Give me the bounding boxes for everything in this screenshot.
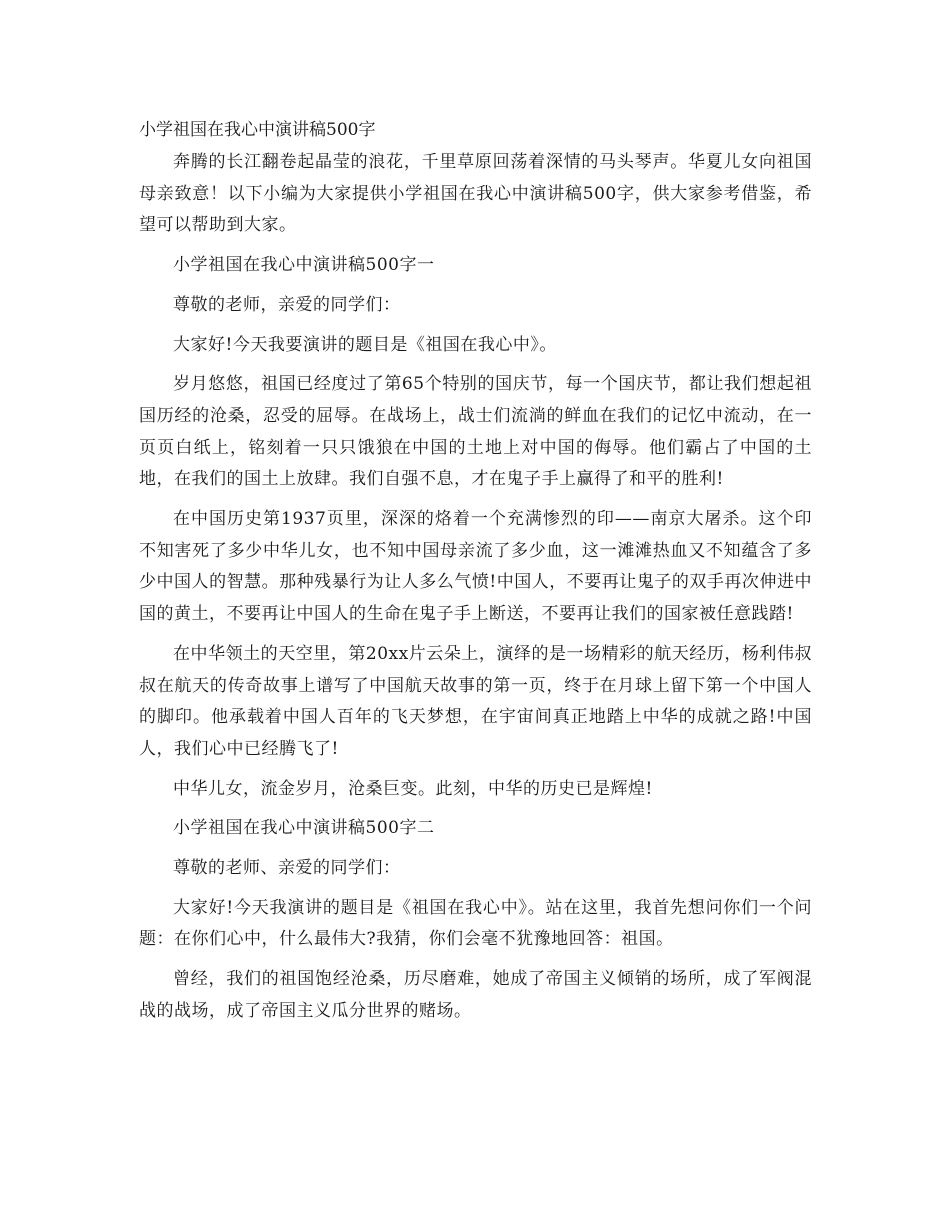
document-title: 小学祖国在我心中演讲稿500字 <box>139 120 376 140</box>
paragraph-greeting-1: 尊敬的老师，亲爱的同学们： <box>173 294 401 315</box>
paragraph: 中华儿女，流金岁月，沧桑巨变。此刻，中华的历史已是辉煌! <box>173 778 653 799</box>
document-body <box>139 147 812 1036</box>
section-heading-2: 小学祖国在我心中演讲稿500字二 <box>173 818 435 839</box>
paragraph-topic-2: 大家好!今天我演讲的题目是《祖国在我心中》。站在这里，我首先想问你们一个问题：在你们心中，什么最伟大?我猜，你们会毫不犹豫地回答：祖国。 <box>139 897 812 950</box>
paragraph: 在中华领土的天空里，第20xx片云朵上，演绎的是一场精彩的航天经历，杨利伟叔叔在航天的传奇故事上谱写了中国航天故事的第一页，终于在月球上留下第一个中国人的脚印。他承载着中国人百年的飞天梦想，在宇宙间真正地踏上中华的成就之路!中国人，我们心中已经腾飞了! <box>139 643 812 759</box>
paragraph-greeting-2: 尊敬的老师、亲爱的同学们： <box>173 858 401 879</box>
paragraph: 在中国历史第1937页里，深深的烙着一个充满惨烈的印——南京大屠杀。这个印不知害死了多少中华儿女，也不知中国母亲流了多少血，这一滩滩热血又不知蕴含了多少中国人的智慧。那种残暴行为让人多么气愤!中国人，不要再让鬼子的双手再次伸进中国的黄土，不要再让中国人的生命在鬼子手上断送，不要再让我们的国家被任意践踏! <box>139 509 812 625</box>
paragraph-intro: 奔腾的长江翻卷起晶莹的浪花，千里草原回荡着深情的马头琴声。华夏儿女向祖国母亲致意！以下小编为大家提供小学祖国在我心中演讲稿500字，供大家参考借鉴，希望可以帮助到大家。 <box>139 152 812 236</box>
paragraph-topic-1: 大家好!今天我要演讲的题目是《祖国在我心中》。 <box>173 334 557 355</box>
section-heading-1: 小学祖国在我心中演讲稿500字一 <box>173 255 435 276</box>
paragraph: 曾经，我们的祖国饱经沧桑，历尽磨难，她成了帝国主义倾销的场所，成了军阀混战的战场，成了帝国主义瓜分世界的赌场。 <box>139 969 812 1021</box>
paragraph: 岁月悠悠，祖国已经度过了第65个特别的国庆节，每一个国庆节，都让我们想起祖国历经的沧桑，忍受的屈辱。在战场上，战士们流淌的鲜血在我们的记忆中流动，在一页页白纸上，铭刻着一只只饿狼在中国的土地上对中国的侮辱。他们霸占了中国的土地，在我们的国土上放肆。我们自强不息，才在鬼子手上赢得了和平的胜利! <box>139 374 812 490</box>
